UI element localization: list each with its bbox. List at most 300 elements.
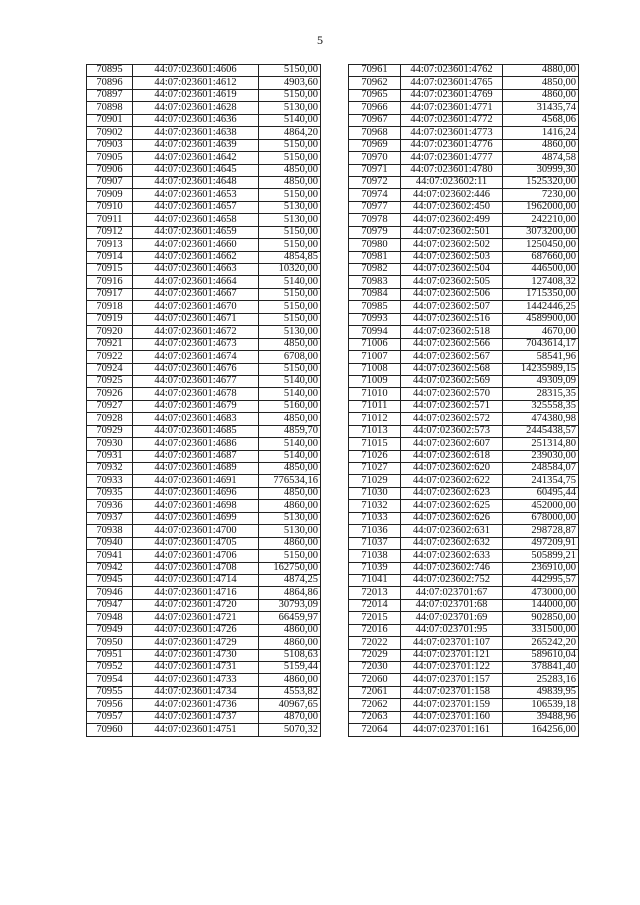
table-row <box>87 487 321 499</box>
row-number: 70983 <box>349 276 401 288</box>
cadastral-value: 4874,25 <box>259 574 321 586</box>
cadastral-value: 164256,00 <box>503 724 579 736</box>
cadastral-value: 66459,97 <box>259 612 321 624</box>
cadastral-number: 44:07:023602:572 <box>401 413 503 425</box>
cadastral-value: 14235989,15 <box>503 363 579 375</box>
row-number: 71036 <box>349 525 401 537</box>
cadastral-value: 4860,00 <box>259 500 321 512</box>
table-row <box>87 251 321 263</box>
table-row <box>349 338 579 350</box>
table-row <box>349 152 579 164</box>
cadastral-value: 106539,18 <box>503 699 579 711</box>
row-number: 71037 <box>349 537 401 549</box>
table-row <box>87 649 321 661</box>
cadastral-number: 44:07:023601:4771 <box>401 102 503 114</box>
row-number: 70947 <box>87 599 133 611</box>
cadastral-value: 239030,00 <box>503 450 579 462</box>
cadastral-value: 2445438,57 <box>503 425 579 437</box>
table-row <box>349 127 579 139</box>
table-row <box>349 637 579 649</box>
cadastral-value: 4589900,00 <box>503 313 579 325</box>
row-number: 70951 <box>87 649 133 661</box>
cadastral-number: 44:07:023601:4762 <box>401 65 503 77</box>
row-number: 71013 <box>349 425 401 437</box>
row-number: 70916 <box>87 276 133 288</box>
cadastral-number: 44:07:023601:4612 <box>133 77 259 89</box>
cadastral-value: 10320,00 <box>259 264 321 276</box>
cadastral-value: 452000,00 <box>503 500 579 512</box>
table-row <box>349 102 579 114</box>
cadastral-value: 58541,96 <box>503 351 579 363</box>
cadastral-number: 44:07:023601:4734 <box>133 686 259 698</box>
row-number: 70993 <box>349 313 401 325</box>
row-number: 71030 <box>349 487 401 499</box>
cadastral-table-right <box>348 64 579 737</box>
cadastral-number: 44:07:023601:4670 <box>133 301 259 313</box>
row-number: 70941 <box>87 550 133 562</box>
table-row <box>87 264 321 276</box>
cadastral-number: 44:07:023601:4729 <box>133 637 259 649</box>
table-row <box>87 574 321 586</box>
cadastral-value: 4568,06 <box>503 114 579 126</box>
cadastral-number: 44:07:023602:450 <box>401 201 503 213</box>
cadastral-value: 4850,00 <box>259 487 321 499</box>
cadastral-value: 5140,00 <box>259 388 321 400</box>
table-row <box>349 89 579 101</box>
cadastral-number: 44:07:023601:4696 <box>133 487 259 499</box>
cadastral-number: 44:07:023602:632 <box>401 537 503 549</box>
table-row <box>349 624 579 636</box>
cadastral-number: 44:07:023602:11 <box>401 176 503 188</box>
row-number: 71011 <box>349 400 401 412</box>
cadastral-number: 44:07:023601:4730 <box>133 649 259 661</box>
table-row <box>87 562 321 574</box>
cadastral-value: 4870,00 <box>259 711 321 723</box>
cadastral-value: 902850,00 <box>503 612 579 624</box>
table-row <box>349 77 579 89</box>
row-number: 71008 <box>349 363 401 375</box>
cadastral-number: 44:07:023601:4736 <box>133 699 259 711</box>
cadastral-number: 44:07:023601:4673 <box>133 338 259 350</box>
cadastral-value: 40967,65 <box>259 699 321 711</box>
cadastral-value: 5160,00 <box>259 400 321 412</box>
cadastral-number: 44:07:023602:633 <box>401 550 503 562</box>
table-row <box>349 662 579 674</box>
cadastral-value: 236910,00 <box>503 562 579 574</box>
cadastral-number: 44:07:023602:626 <box>401 512 503 524</box>
cadastral-number: 44:07:023602:569 <box>401 375 503 387</box>
table-row <box>349 176 579 188</box>
cadastral-number: 44:07:023601:4777 <box>401 152 503 164</box>
table-row <box>87 637 321 649</box>
cadastral-number: 44:07:023601:4716 <box>133 587 259 599</box>
table-row <box>349 587 579 599</box>
cadastral-value: 5130,00 <box>259 102 321 114</box>
row-number: 70949 <box>87 624 133 636</box>
table-row <box>349 139 579 151</box>
row-number: 70935 <box>87 487 133 499</box>
cadastral-value: 39488,96 <box>503 711 579 723</box>
cadastral-value: 589610,04 <box>503 649 579 661</box>
cadastral-number: 44:07:023601:4776 <box>401 139 503 151</box>
row-number: 70966 <box>349 102 401 114</box>
cadastral-value: 5140,00 <box>259 114 321 126</box>
row-number: 70955 <box>87 686 133 698</box>
cadastral-value: 1416,24 <box>503 127 579 139</box>
cadastral-value: 162750,00 <box>259 562 321 574</box>
row-number: 72061 <box>349 686 401 698</box>
cadastral-number: 44:07:023602:518 <box>401 326 503 338</box>
table-row <box>87 363 321 375</box>
table-row <box>349 413 579 425</box>
cadastral-number: 44:07:023601:4658 <box>133 214 259 226</box>
table-row <box>87 587 321 599</box>
table-row <box>87 114 321 126</box>
table-row <box>349 214 579 226</box>
row-number: 70924 <box>87 363 133 375</box>
cadastral-number: 44:07:023601:4780 <box>401 164 503 176</box>
cadastral-value: 5150,00 <box>259 189 321 201</box>
cadastral-value: 49839,95 <box>503 686 579 698</box>
cadastral-number: 44:07:023602:571 <box>401 400 503 412</box>
cadastral-value: 5140,00 <box>259 450 321 462</box>
table-row <box>87 164 321 176</box>
row-number: 70970 <box>349 152 401 164</box>
cadastral-number: 44:07:023601:4706 <box>133 550 259 562</box>
row-number: 70925 <box>87 375 133 387</box>
cadastral-number: 44:07:023601:4671 <box>133 313 259 325</box>
table-row <box>87 239 321 251</box>
table-row <box>349 500 579 512</box>
row-number: 70930 <box>87 438 133 450</box>
table-row <box>349 537 579 549</box>
cadastral-number: 44:07:023601:4638 <box>133 127 259 139</box>
cadastral-number: 44:07:023602:631 <box>401 525 503 537</box>
row-number: 70982 <box>349 264 401 276</box>
cadastral-number: 44:07:023601:4667 <box>133 288 259 300</box>
row-number: 72062 <box>349 699 401 711</box>
cadastral-value: 60495,44 <box>503 487 579 499</box>
table-row <box>349 599 579 611</box>
cadastral-number: 44:07:023602:620 <box>401 463 503 475</box>
cadastral-number: 44:07:023601:4698 <box>133 500 259 512</box>
row-number: 70942 <box>87 562 133 574</box>
cadastral-number: 44:07:023602:618 <box>401 450 503 462</box>
cadastral-number: 44:07:023602:623 <box>401 487 503 499</box>
table-row <box>349 450 579 462</box>
cadastral-value: 30793,09 <box>259 599 321 611</box>
cadastral-value: 497209,91 <box>503 537 579 549</box>
cadastral-value: 5130,00 <box>259 214 321 226</box>
row-number: 71032 <box>349 500 401 512</box>
row-number: 72013 <box>349 587 401 599</box>
table-row <box>349 239 579 251</box>
cadastral-value: 4864,20 <box>259 127 321 139</box>
row-number: 70913 <box>87 239 133 251</box>
row-number: 71041 <box>349 574 401 586</box>
table-row <box>87 338 321 350</box>
table-row <box>349 463 579 475</box>
row-number: 70931 <box>87 450 133 462</box>
table-row <box>87 226 321 238</box>
cadastral-value: 49309,09 <box>503 375 579 387</box>
row-number: 70977 <box>349 201 401 213</box>
row-number: 72015 <box>349 612 401 624</box>
cadastral-value: 1250450,00 <box>503 239 579 251</box>
cadastral-number: 44:07:023601:4648 <box>133 176 259 188</box>
table-row <box>87 139 321 151</box>
cadastral-number: 44:07:023601:4678 <box>133 388 259 400</box>
row-number: 70969 <box>349 139 401 151</box>
table-row <box>87 624 321 636</box>
row-number: 70957 <box>87 711 133 723</box>
cadastral-number: 44:07:023601:4773 <box>401 127 503 139</box>
cadastral-number: 44:07:023602:506 <box>401 288 503 300</box>
cadastral-number: 44:07:023701:107 <box>401 637 503 649</box>
cadastral-value: 5140,00 <box>259 438 321 450</box>
cadastral-number: 44:07:023602:504 <box>401 264 503 276</box>
cadastral-number: 44:07:023701:158 <box>401 686 503 698</box>
cadastral-number: 44:07:023601:4619 <box>133 89 259 101</box>
cadastral-table-left <box>86 64 321 737</box>
row-number: 70921 <box>87 338 133 350</box>
cadastral-value: 4880,00 <box>503 65 579 77</box>
row-number: 70926 <box>87 388 133 400</box>
table-row <box>87 425 321 437</box>
cadastral-value: 378841,40 <box>503 662 579 674</box>
table-row <box>349 438 579 450</box>
cadastral-value: 31435,74 <box>503 102 579 114</box>
cadastral-value: 4850,00 <box>503 77 579 89</box>
cadastral-value: 4874,58 <box>503 152 579 164</box>
row-number: 70918 <box>87 301 133 313</box>
cadastral-value: 25283,16 <box>503 674 579 686</box>
cadastral-value: 5159,44 <box>259 662 321 674</box>
cadastral-value: 505899,21 <box>503 550 579 562</box>
table-row <box>349 114 579 126</box>
table-row <box>87 89 321 101</box>
table-row <box>87 400 321 412</box>
cadastral-number: 44:07:023601:4679 <box>133 400 259 412</box>
row-number: 71039 <box>349 562 401 574</box>
cadastral-number: 44:07:023602:622 <box>401 475 503 487</box>
cadastral-value: 4860,00 <box>259 637 321 649</box>
row-number: 70915 <box>87 264 133 276</box>
row-number: 70896 <box>87 77 133 89</box>
table-row <box>349 525 579 537</box>
cadastral-value: 5150,00 <box>259 301 321 313</box>
cadastral-number: 44:07:023602:501 <box>401 226 503 238</box>
row-number: 72014 <box>349 599 401 611</box>
table-row <box>87 214 321 226</box>
row-number: 70952 <box>87 662 133 674</box>
cadastral-number: 44:07:023601:4731 <box>133 662 259 674</box>
cadastral-number: 44:07:023601:4672 <box>133 326 259 338</box>
cadastral-value: 4864,86 <box>259 587 321 599</box>
table-row <box>349 363 579 375</box>
row-number: 71029 <box>349 475 401 487</box>
table-row <box>87 127 321 139</box>
row-number: 70938 <box>87 525 133 537</box>
cadastral-value: 331500,00 <box>503 624 579 636</box>
cadastral-value: 442995,57 <box>503 574 579 586</box>
table-row <box>87 475 321 487</box>
row-number: 70910 <box>87 201 133 213</box>
row-number: 70985 <box>349 301 401 313</box>
cadastral-value: 3073200,00 <box>503 226 579 238</box>
cadastral-value: 1442446,25 <box>503 301 579 313</box>
cadastral-number: 44:07:023601:4664 <box>133 276 259 288</box>
table-row <box>349 201 579 213</box>
cadastral-value: 30999,30 <box>503 164 579 176</box>
table-row <box>87 77 321 89</box>
cadastral-value: 5130,00 <box>259 525 321 537</box>
cadastral-number: 44:07:023601:4737 <box>133 711 259 723</box>
cadastral-value: 4859,70 <box>259 425 321 437</box>
row-number: 70945 <box>87 574 133 586</box>
cadastral-value: 678000,00 <box>503 512 579 524</box>
cadastral-number: 44:07:023601:4687 <box>133 450 259 462</box>
row-number: 70914 <box>87 251 133 263</box>
cadastral-number: 44:07:023602:567 <box>401 351 503 363</box>
row-number: 70972 <box>349 176 401 188</box>
table-row <box>87 276 321 288</box>
cadastral-number: 44:07:023601:4636 <box>133 114 259 126</box>
row-number: 70978 <box>349 214 401 226</box>
table-row <box>87 388 321 400</box>
table-row <box>87 189 321 201</box>
cadastral-number: 44:07:023602:507 <box>401 301 503 313</box>
row-number: 70980 <box>349 239 401 251</box>
cadastral-number: 44:07:023601:4708 <box>133 562 259 574</box>
cadastral-number: 44:07:023701:67 <box>401 587 503 599</box>
cadastral-number: 44:07:023701:69 <box>401 612 503 624</box>
row-number: 70956 <box>87 699 133 711</box>
row-number: 71015 <box>349 438 401 450</box>
row-number: 70906 <box>87 164 133 176</box>
cadastral-number: 44:07:023701:95 <box>401 624 503 636</box>
row-number: 70895 <box>87 65 133 77</box>
cadastral-number: 44:07:023701:68 <box>401 599 503 611</box>
cadastral-value: 5150,00 <box>259 152 321 164</box>
row-number: 70968 <box>349 127 401 139</box>
cadastral-value: 4860,00 <box>259 537 321 549</box>
cadastral-number: 44:07:023601:4751 <box>133 724 259 736</box>
table-row <box>87 537 321 549</box>
cadastral-number: 44:07:023701:159 <box>401 699 503 711</box>
row-number: 70984 <box>349 288 401 300</box>
table-row <box>87 313 321 325</box>
row-number: 71033 <box>349 512 401 524</box>
cadastral-value: 687660,00 <box>503 251 579 263</box>
table-row <box>87 375 321 387</box>
table-row <box>87 438 321 450</box>
cadastral-number: 44:07:023601:4720 <box>133 599 259 611</box>
cadastral-number: 44:07:023601:4642 <box>133 152 259 164</box>
cadastral-number: 44:07:023602:499 <box>401 214 503 226</box>
row-number: 70928 <box>87 413 133 425</box>
table-row <box>349 711 579 723</box>
table-row <box>349 686 579 698</box>
cadastral-number: 44:07:023601:4769 <box>401 89 503 101</box>
row-number: 72022 <box>349 637 401 649</box>
cadastral-value: 5108,63 <box>259 649 321 661</box>
cadastral-value: 7230,00 <box>503 189 579 201</box>
cadastral-number: 44:07:023601:4639 <box>133 139 259 151</box>
cadastral-value: 5150,00 <box>259 313 321 325</box>
cadastral-number: 44:07:023601:4662 <box>133 251 259 263</box>
table-row <box>349 276 579 288</box>
cadastral-value: 241354,75 <box>503 475 579 487</box>
row-number: 70933 <box>87 475 133 487</box>
cadastral-value: 298728,87 <box>503 525 579 537</box>
row-number: 70902 <box>87 127 133 139</box>
row-number: 70981 <box>349 251 401 263</box>
cadastral-value: 5070,32 <box>259 724 321 736</box>
cadastral-value: 1715350,00 <box>503 288 579 300</box>
row-number: 70965 <box>349 89 401 101</box>
cadastral-value: 6708,00 <box>259 351 321 363</box>
row-number: 70936 <box>87 500 133 512</box>
cadastral-value: 4850,00 <box>259 413 321 425</box>
table-row <box>87 662 321 674</box>
cadastral-number: 44:07:023701:122 <box>401 662 503 674</box>
table-row <box>87 686 321 698</box>
table-row <box>87 463 321 475</box>
table-row <box>349 649 579 661</box>
row-number: 70971 <box>349 164 401 176</box>
table-row <box>87 724 321 736</box>
cadastral-number: 44:07:023701:157 <box>401 674 503 686</box>
row-number: 71010 <box>349 388 401 400</box>
row-number: 70922 <box>87 351 133 363</box>
cadastral-value: 474380,98 <box>503 413 579 425</box>
row-number: 72063 <box>349 711 401 723</box>
cadastral-value: 5150,00 <box>259 226 321 238</box>
table-row <box>349 475 579 487</box>
cadastral-value: 4860,00 <box>503 89 579 101</box>
cadastral-value: 144000,00 <box>503 599 579 611</box>
cadastral-value: 446500,00 <box>503 264 579 276</box>
table-row <box>87 65 321 77</box>
cadastral-number: 44:07:023601:4714 <box>133 574 259 586</box>
cadastral-number: 44:07:023601:4659 <box>133 226 259 238</box>
table-row <box>349 326 579 338</box>
row-number: 71009 <box>349 375 401 387</box>
cadastral-value: 776534,16 <box>259 475 321 487</box>
row-number: 70967 <box>349 114 401 126</box>
row-number: 70946 <box>87 587 133 599</box>
row-number: 70994 <box>349 326 401 338</box>
cadastral-number: 44:07:023701:161 <box>401 724 503 736</box>
row-number: 70948 <box>87 612 133 624</box>
cadastral-number: 44:07:023601:4772 <box>401 114 503 126</box>
cadastral-value: 4860,00 <box>503 139 579 151</box>
row-number: 70940 <box>87 537 133 549</box>
cadastral-value: 4670,00 <box>503 326 579 338</box>
cadastral-value: 4860,00 <box>259 674 321 686</box>
cadastral-number: 44:07:023602:570 <box>401 388 503 400</box>
cadastral-value: 265242,20 <box>503 637 579 649</box>
table-row <box>87 500 321 512</box>
table-row <box>349 226 579 238</box>
table-row <box>349 251 579 263</box>
row-number: 71026 <box>349 450 401 462</box>
cadastral-value: 4553,82 <box>259 686 321 698</box>
table-row <box>349 562 579 574</box>
cadastral-value: 5150,00 <box>259 288 321 300</box>
cadastral-value: 5150,00 <box>259 89 321 101</box>
